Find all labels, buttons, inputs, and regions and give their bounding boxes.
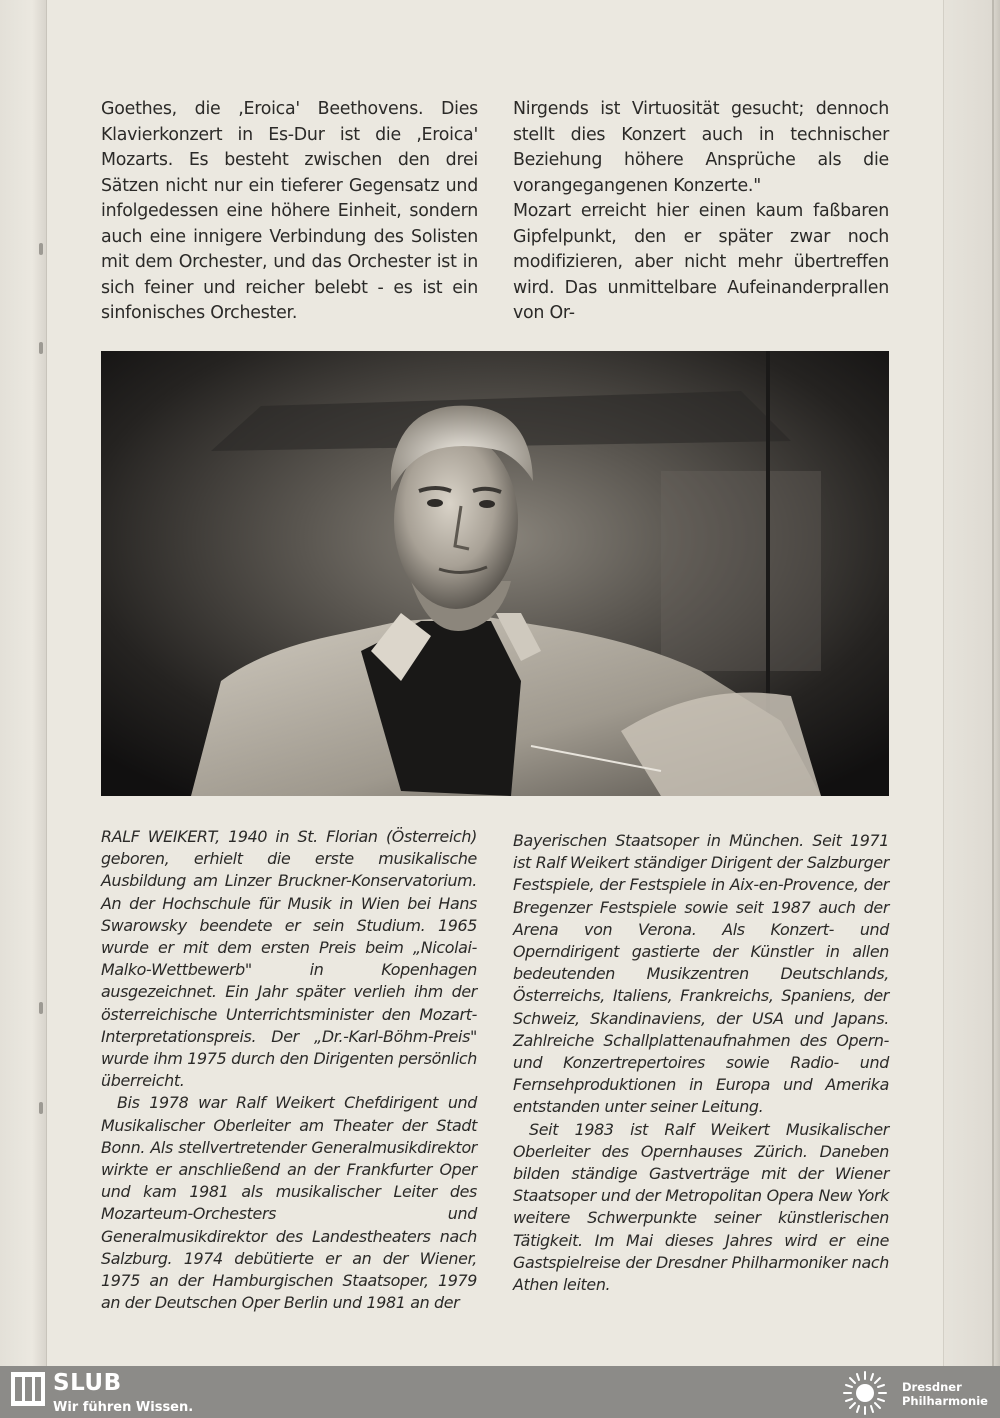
caption-column-left <box>101 826 477 1314</box>
conductor-photo <box>101 351 889 796</box>
caption-paragraph: Bayerischen Staatsoper in München. Seit 1971 ist Ralf Weikert ständiger Dirigent der Salzburger Festspiele, der Festspiele in Aix-en-Provence, der Bregenzer Festspiele sowie seit 1987 auch der Arena von Verona. Als Konzert- und Operndirigent gastierte der Künstler in allen bedeutenden Musikzentren Deutschlands, Österreichs, Italiens, Frankreichs, Spaniens, der Schweiz, Skandinaviens, der USA und Japans. Zahlreiche Schallplattenaufnahmen des Opern- und Konzertrepertoires sowie Radio- und Fernsehproduktionen in Europa und Amerika entstanden unter seiner Leitung. <box>513 831 889 1117</box>
partner-name[interactable] <box>902 1380 988 1408</box>
caption-paragraph: Seit 1983 ist Ralf Weikert Musikalischer Oberleiter des Opernhauses Zürich. Daneben bilden ständige Gastverträge mit der Wiener Staatsoper und der Metropolitan Opera New York weitere Schwerpunkte seiner künstlerischen Tätigkeit. Im Mai dieses Jahres wird er eine Gastspielreise der Dresdner Philharmoniker nach Athen leiten. <box>513 1119 889 1295</box>
page-spine <box>0 0 47 1366</box>
article-paragraph: Mozart erreicht hier einen kaum faßbaren Gipfelpunkt, den er später zwar noch modifizieren, aber nicht mehr übertreffen wird. Das unmittelbare Aufeinanderprallen von Or- <box>513 201 889 323</box>
article-column-left <box>101 97 478 327</box>
article-paragraph: Goethes, die ‚Eroica' Beethovens. Dies Klavierkonzert in Es-Dur ist die ‚Eroica' Mozarts. Es besteht zwischen den drei Sätzen nicht nur ein tieferer Gegensatz und infolgedessen eine höhere Einheit, sondern auch eine innigere Verbindung des Solisten mit dem Orchester, und das Orchester ist in sich feiner und reicher belebt - es ist ein sinfonisches Orchester. <box>101 99 478 323</box>
caption-column-right <box>513 830 889 1296</box>
slub-logo-icon[interactable] <box>11 1372 45 1406</box>
binding-hole <box>39 342 43 354</box>
caption-paragraph: Bis 1978 war Ralf Weikert Chefdirigent und Musikalischer Oberleiter am Theater der Stadt Bonn. Als stellvertretender Generalmusikdirektor wirkte er anschließend an der Frankfurter Oper und kam 1981 als musikalischer Leiter des Mozarteum-Orchesters und Generalmusikdirektor des Landestheaters nach Salzburg. 1974 debütierte er an der Wiener, 1975 an der Hamburgischen Staatsoper, 1979 an der Deutschen Oper Berlin und 1981 an der <box>101 1093 477 1313</box>
philharmonie-sunburst-icon[interactable] <box>840 1370 890 1416</box>
binding-hole <box>39 1102 43 1114</box>
partner-name-line2: Philharmonie <box>902 1394 988 1408</box>
slub-tagline: Wir führen Wissen. <box>53 1400 194 1415</box>
page-edge <box>943 0 1000 1366</box>
article-column-right <box>513 97 889 327</box>
caption-paragraph: RALF WEIKERT, 1940 in St. Florian (Österreich) geboren, erhielt die erste musikalische Ausbildung am Linzer Bruckner-Konservatorium. An der Hochschule für Musik in Wien bei Hans Swarowsky beendete er sein Studium. 1965 wurde er mit dem ersten Preis beim „Nicolai-Malko-Wettbewerb" in Kopenhagen ausgezeichnet. Ein Jahr später verlieh ihm der österreichische Unterrichtsminister den Mozart-Interpretationspreis. Der „Dr.-Karl-Böhm-Preis" wurde ihm 1975 durch den Dirigenten persönlich überreicht. <box>101 827 477 1091</box>
slub-name[interactable]: SLUB <box>53 1370 122 1396</box>
partner-name-line1: Dresdner <box>902 1380 962 1394</box>
portrait-illustration <box>101 351 889 796</box>
binding-hole <box>39 1002 43 1014</box>
binding-hole <box>39 243 43 255</box>
article-paragraph: Nirgends ist Virtuosität gesucht; dennoch stellt dies Konzert auch in technischer Beziehung höhere Ansprüche als die vorangegangenen Konzerte." <box>513 99 889 196</box>
